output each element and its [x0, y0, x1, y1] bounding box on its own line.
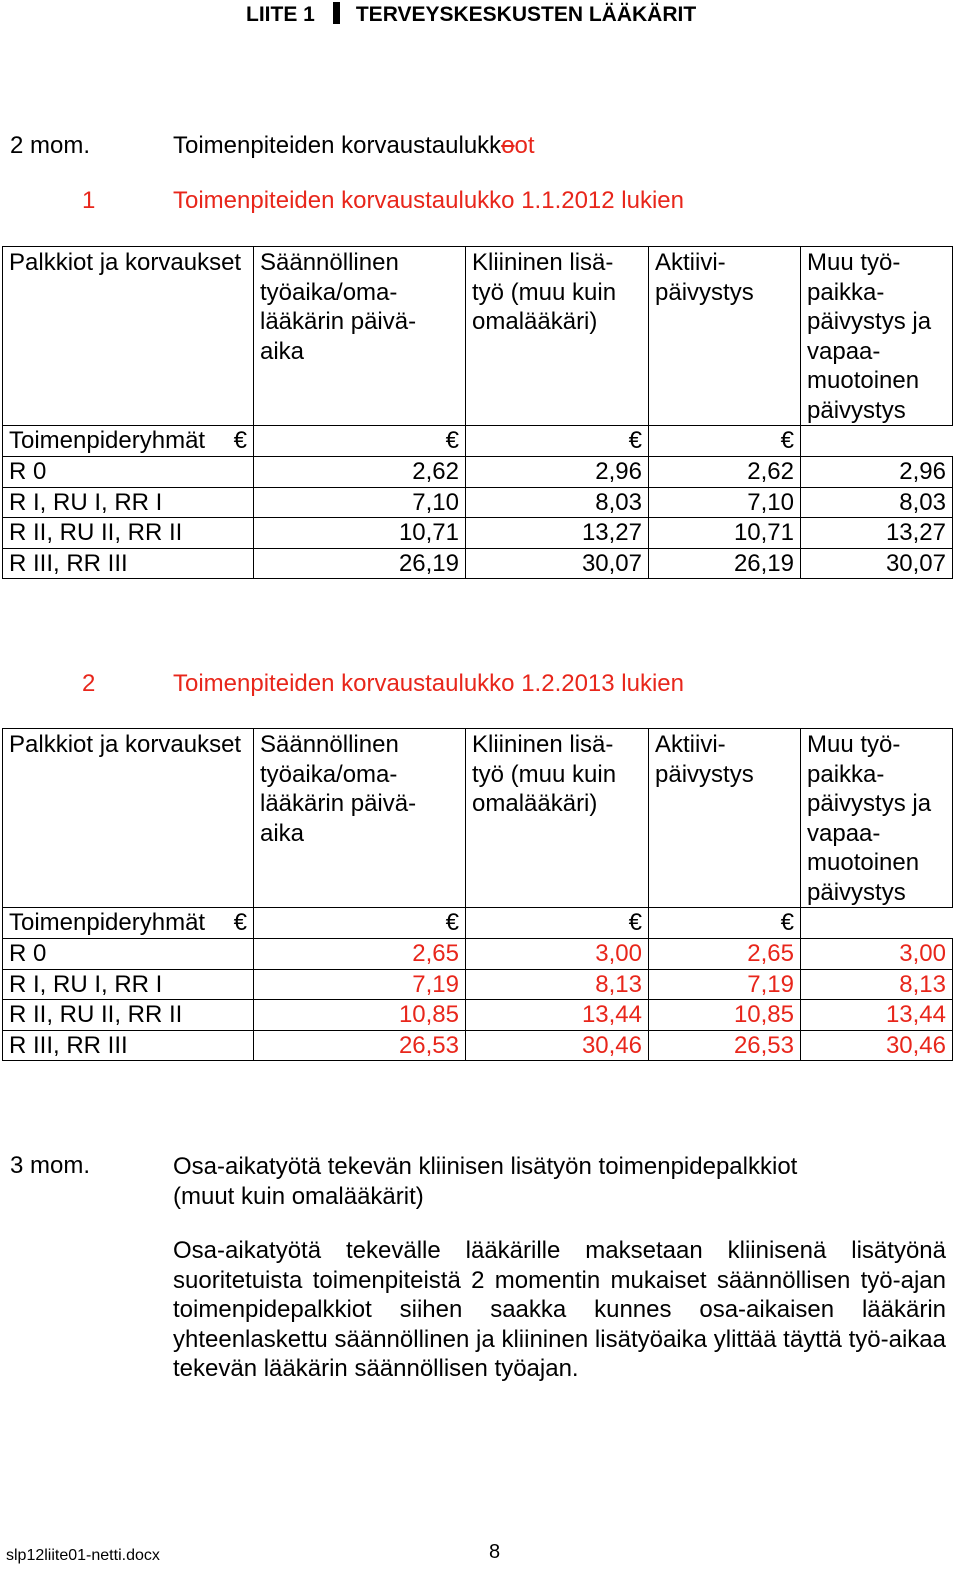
value-cell: 13,27: [801, 518, 953, 549]
header-cell: Aktiivi-päivystys: [649, 247, 801, 426]
row-label: R 0: [3, 457, 254, 488]
header-title: TERVEYSKESKUSTEN LÄÄKÄRIT: [355, 3, 697, 26]
mom3-title-line: Osa-aikatyötä tekevän kliinisen lisätyön toimenpidepalkkiot: [173, 1153, 798, 1180]
table-row: [3, 487, 953, 518]
mom2-title-text: Toimenpiteiden korvaustaulukk: [173, 132, 502, 159]
mom2-title-deleted: o: [501, 132, 515, 159]
value-cell: 7,10: [649, 487, 801, 518]
value-cell: 30,46: [801, 1030, 953, 1061]
table-row: [3, 1000, 953, 1031]
row-label: R III, RR III: [3, 548, 254, 579]
currency-symbol: €: [466, 908, 649, 939]
value-cell: 3,00: [801, 939, 953, 970]
value-cell: 8,03: [801, 487, 953, 518]
header-cell: Palkkiot ja korvaukset: [3, 729, 254, 908]
value-cell: 2,96: [466, 457, 649, 488]
mom3-title: [173, 1152, 797, 1212]
header-cell: Palkkiot ja korvaukset: [3, 247, 254, 426]
value-cell: 26,53: [649, 1030, 801, 1061]
table-row: [3, 969, 953, 1000]
table2-title: Toimenpiteiden korvaustaulukko 1.2.2013 lukien: [173, 670, 684, 697]
currency-symbol: €: [233, 909, 247, 936]
fee-table-2012: [2, 246, 953, 579]
table-row: [3, 1030, 953, 1061]
footer-filename: slp12liite01-netti.docx: [6, 1547, 160, 1564]
header-cell: Muu työ-paikka-päivystys ja vapaa-muotoinen päivystys: [801, 729, 953, 908]
header-divider: [333, 2, 340, 24]
header-cell: Kliininen lisä-työ (muu kuin omalääkäri): [466, 729, 649, 908]
value-cell: 2,62: [649, 457, 801, 488]
table-row: [3, 548, 953, 579]
table2-number: 2: [82, 670, 96, 697]
row-label: R II, RU II, RR II: [3, 518, 254, 549]
currency-symbol: €: [466, 426, 649, 457]
table-row: [3, 518, 953, 549]
header-cell: Aktiivi-päivystys: [649, 729, 801, 908]
value-cell: 10,71: [254, 518, 466, 549]
row-label: R 0: [3, 939, 254, 970]
page-number: 8: [489, 1541, 501, 1563]
group-label-text: Toimenpideryhmät: [9, 909, 206, 936]
value-cell: 8,13: [466, 969, 649, 1000]
value-cell: 13,44: [466, 1000, 649, 1031]
mom3-paragraph: Osa-aikatyötä tekevälle lääkärille maksetaan kliinisenä lisätyönä suoritetuista toimenpiteistä 2 momentin mukaiset säännöllisen työ-ajan toimenpidepalkkiot siihen saakka kunnes osa-aikaisen lääkärin yhteenlaskettu säännöllinen ja kliininen lisätyöaika ylittää täyttä työ-aikaa tekevän lääkärin säännöllisen työajan.: [173, 1237, 946, 1382]
mom2-title: [173, 132, 535, 160]
value-cell: 26,19: [254, 548, 466, 579]
value-cell: 2,62: [254, 457, 466, 488]
row-label: R II, RU II, RR II: [3, 1000, 254, 1031]
value-cell: 13,27: [466, 518, 649, 549]
fee-table-2013: [2, 728, 953, 1061]
value-cell: 7,19: [254, 969, 466, 1000]
value-cell: 26,53: [254, 1030, 466, 1061]
row-label: R I, RU I, RR I: [3, 487, 254, 518]
value-cell: 7,19: [649, 969, 801, 1000]
group-label: [3, 908, 254, 939]
table-header-row: [3, 247, 953, 426]
currency-row: [3, 426, 953, 457]
value-cell: 8,03: [466, 487, 649, 518]
value-cell: 2,96: [801, 457, 953, 488]
currency-symbol: €: [254, 426, 466, 457]
table-row: [3, 939, 953, 970]
group-label-text: Toimenpideryhmät: [9, 427, 206, 454]
value-cell: 2,65: [649, 939, 801, 970]
mom2-label: 2 mom.: [10, 132, 91, 159]
value-cell: 2,65: [254, 939, 466, 970]
currency-symbol: €: [254, 908, 466, 939]
currency-symbol: €: [649, 908, 801, 939]
value-cell: 7,10: [254, 487, 466, 518]
value-cell: 26,19: [649, 548, 801, 579]
value-cell: 10,85: [254, 1000, 466, 1031]
value-cell: 3,00: [466, 939, 649, 970]
currency-symbol: €: [233, 427, 247, 454]
table-header-row: [3, 729, 953, 908]
currency-symbol: €: [649, 426, 801, 457]
value-cell: 30,46: [466, 1030, 649, 1061]
value-cell: 30,07: [466, 548, 649, 579]
header-appendix: LIITE 1: [246, 3, 315, 26]
header-cell: Säännöllinen työaika/oma-lääkärin päivä-aika: [254, 729, 466, 908]
header-cell: Muu työ-paikka-päivystys ja vapaa-muotoinen päivystys: [801, 247, 953, 426]
mom3-label: 3 mom.: [10, 1152, 91, 1179]
mom3-title-line: (muut kuin omalääkärit): [173, 1183, 424, 1210]
row-label: R III, RR III: [3, 1030, 254, 1061]
page-header: [246, 2, 696, 27]
value-cell: 30,07: [801, 548, 953, 579]
mom2-title-inserted: ot: [514, 132, 535, 159]
header-cell: Säännöllinen työaika/oma-lääkärin päivä-aika: [254, 247, 466, 426]
group-label: [3, 426, 254, 457]
row-label: R I, RU I, RR I: [3, 969, 254, 1000]
value-cell: 13,44: [801, 1000, 953, 1031]
table1-number: 1: [82, 187, 96, 214]
value-cell: 8,13: [801, 969, 953, 1000]
value-cell: 10,85: [649, 1000, 801, 1031]
table1-title: Toimenpiteiden korvaustaulukko 1.1.2012 lukien: [173, 187, 684, 214]
value-cell: 10,71: [649, 518, 801, 549]
header-cell: Kliininen lisä-työ (muu kuin omalääkäri): [466, 247, 649, 426]
table-row: [3, 457, 953, 488]
currency-row: [3, 908, 953, 939]
